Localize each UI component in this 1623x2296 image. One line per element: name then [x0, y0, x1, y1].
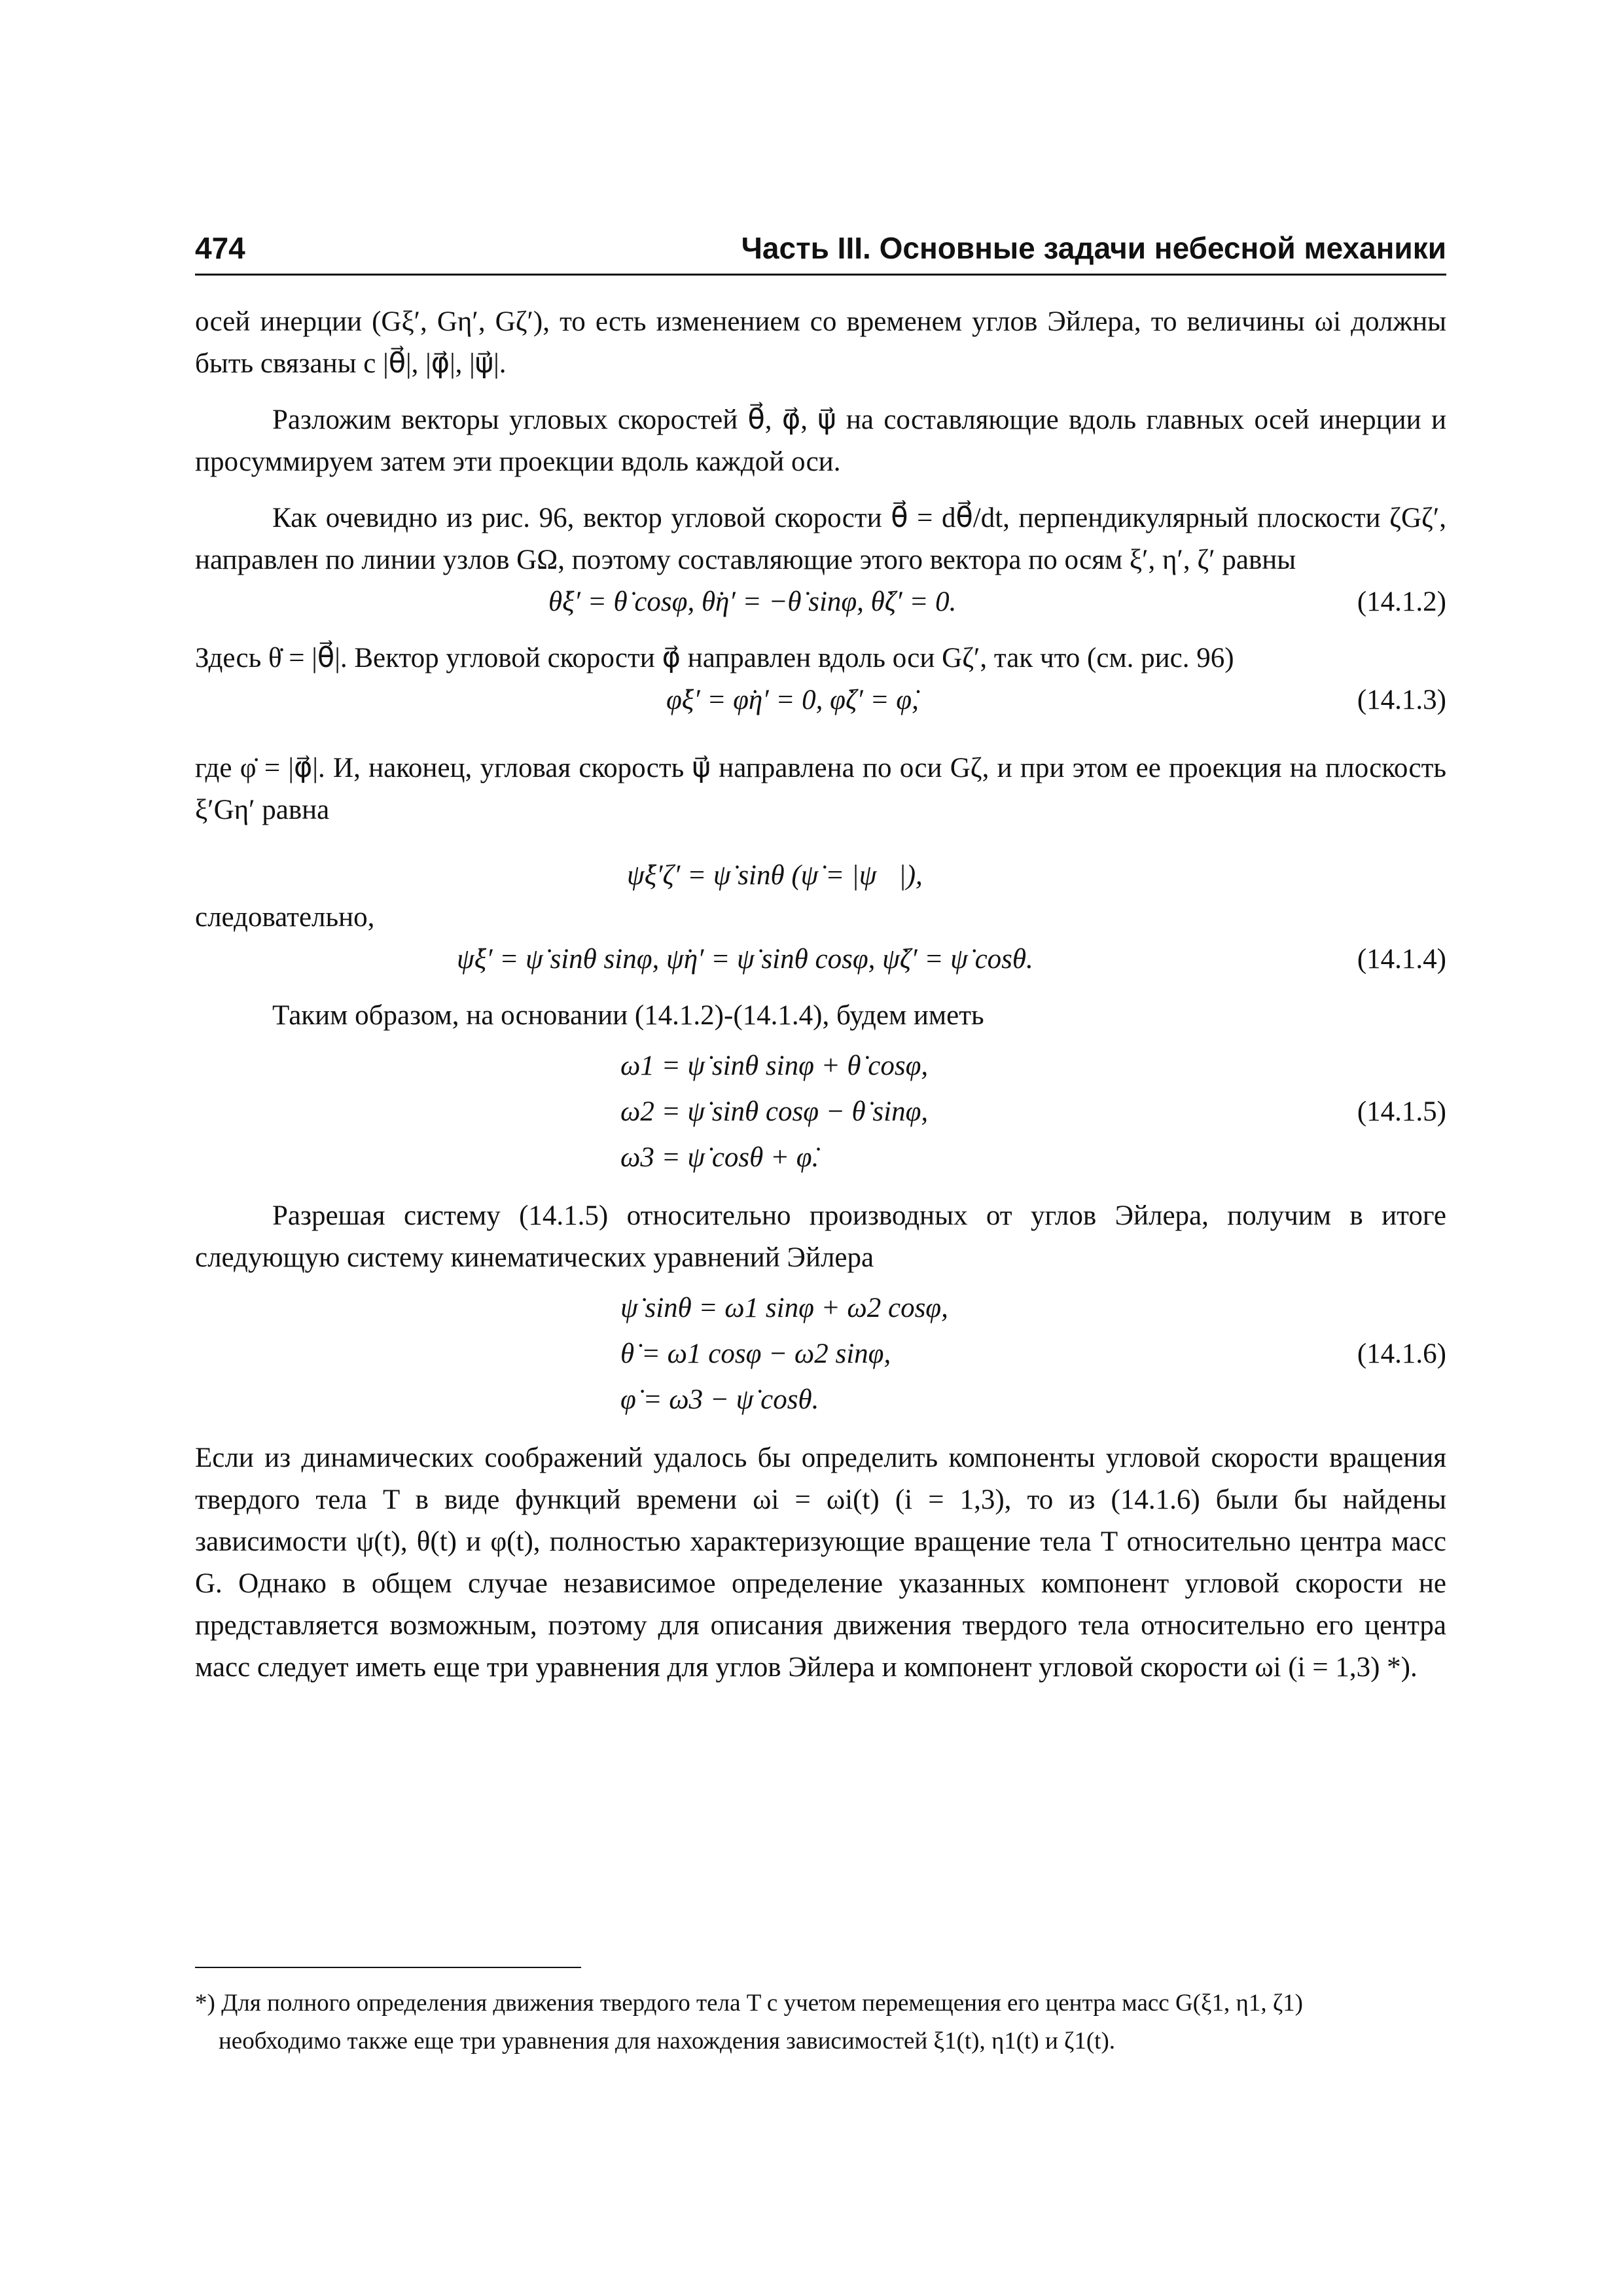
equation-line: θ̇ = ω1 cosφ − ω2 sinφ,: [620, 1338, 891, 1369]
footnote-line-1: *) Для полного определения движения твердого тела T с учетом перемещения его центра масс G(ξ1, η1, ζ1): [195, 1990, 1303, 2017]
paragraph-4: Здесь θ̇ = |θ⃗|. Вектор угловой скорости φ⃗ направлен вдоль оси Gζ′, так что (см. рис. 96): [195, 643, 1234, 673]
equation-formula: θ̇ξ′ = θ̇ cosφ, θ̇η′ = −θ̇ sinφ, θ̇ζ′ = 0.: [548, 586, 957, 617]
page-body: [195, 301, 1446, 1689]
paragraph-5: где φ̇ = |φ⃗|. И, наконец, угловая скорость ψ⃗ направлена по оси Gζ, и при этом ее проекция на плоскость ξ′Gη′ равна: [195, 753, 1446, 825]
equation-number: (14.1.3): [1357, 685, 1446, 715]
equation-formula: ψ̇ξ′ = ψ̇ sinθ sinφ, ψ̇η′ = ψ̇ sinθ cosφ, ψ̇ζ′ = ψ̇ cosθ.: [457, 944, 1033, 975]
equation-line: φ̇ = ω3 − ψ̇ cosθ.: [620, 1384, 819, 1415]
equation-formula: ψ̇ξ′ζ′ = ψ̇ sinθ (ψ̇ = |ψ⃗|),: [627, 860, 923, 891]
equation-number: (14.1.6): [1357, 1338, 1446, 1369]
equation-14-1-4: [195, 939, 1446, 980]
footnote-rule: [195, 1967, 581, 1968]
footnote: [195, 1984, 1446, 2060]
equation-number: (14.1.2): [1357, 586, 1446, 617]
paragraph-9: Если из динамических соображений удалось бы определить компоненты угловой скорости вращения твердого тела T в виде функций времени ωi = ωi(t) (i = 1,3), то из (14.1.6) были бы найдены зависимости ψ(t), θ(t) и φ(t), полностью характеризующие вращение тела T относительно центра масс G. Однако в общем случае независимое определение указанных компонент угловой скорости не представляется возможным, поэтому для описания движения твердого тела относительно его центра масс следует иметь еще три уравнения для углов Эйлера и компонент угловой скорости ωi (i = 1,3) *).: [195, 1443, 1446, 1683]
equation-line: ω3 = ψ̇ cosθ + φ̇.: [620, 1142, 819, 1173]
equation-formula: φ̇ξ′ = φ̇η′ = 0, φ̇ζ′ = φ̇,: [666, 685, 919, 715]
footnote-line-2: необходимо также еще три уравнения для нахождения зависимостей ξ1(t), η1(t) и ζ1(t).: [219, 2028, 1116, 2054]
equation-number: (14.1.5): [1357, 1096, 1446, 1127]
equation-14-1-5: [195, 1043, 1446, 1181]
paragraph-6: следовательно,: [195, 902, 375, 933]
equation-14-1-2: [195, 581, 1446, 623]
paragraph-8: Разрешая систему (14.1.5) относительно производных от углов Эйлера, получим в итоге следующую систему кинематических уравнений Эйлера: [195, 1200, 1446, 1273]
equation-line: ψ̇ sinθ = ω1 sinφ + ω2 cosφ,: [620, 1293, 948, 1323]
paragraph-1: осей инерции (Gξ′, Gη′, Gζ′), то есть изменением со временем углов Эйлера, то величины ωi должны быть связаны с |θ⃗|, |φ⃗|, |ψ⃗|.: [195, 306, 1446, 379]
equation-psi-projection: [195, 855, 1446, 897]
page-number: 474: [195, 231, 245, 265]
chapter-title: Часть III. Основные задачи небесной механики: [741, 231, 1446, 265]
paragraph-7: Таким образом, на основании (14.1.2)-(14.1.4), будем иметь: [272, 1000, 984, 1031]
equation-14-1-3: [195, 679, 1446, 721]
running-header: [195, 230, 1446, 276]
equation-14-1-6: [195, 1285, 1446, 1423]
equation-line: ω1 = ψ̇ sinθ sinφ + θ̇ cosφ,: [620, 1050, 929, 1081]
equation-line: ω2 = ψ̇ sinθ cosφ − θ̇ sinφ,: [620, 1096, 929, 1127]
paragraph-2: Разложим векторы угловых скоростей θ⃗, φ⃗, ψ⃗ на составляющие вдоль главных осей инерции и просуммируем затем эти проекции вдоль каждой оси.: [195, 404, 1446, 477]
paragraph-3: Как очевидно из рис. 96, вектор угловой скорости θ⃗ = dθ⃗/dt, перпендикулярный плоскости ζGζ′, направлен по линии узлов GΩ, поэтому составляющие этого вектора по осям ξ′, η′, ζ′ равны: [195, 503, 1446, 575]
equation-number: (14.1.4): [1357, 944, 1446, 975]
